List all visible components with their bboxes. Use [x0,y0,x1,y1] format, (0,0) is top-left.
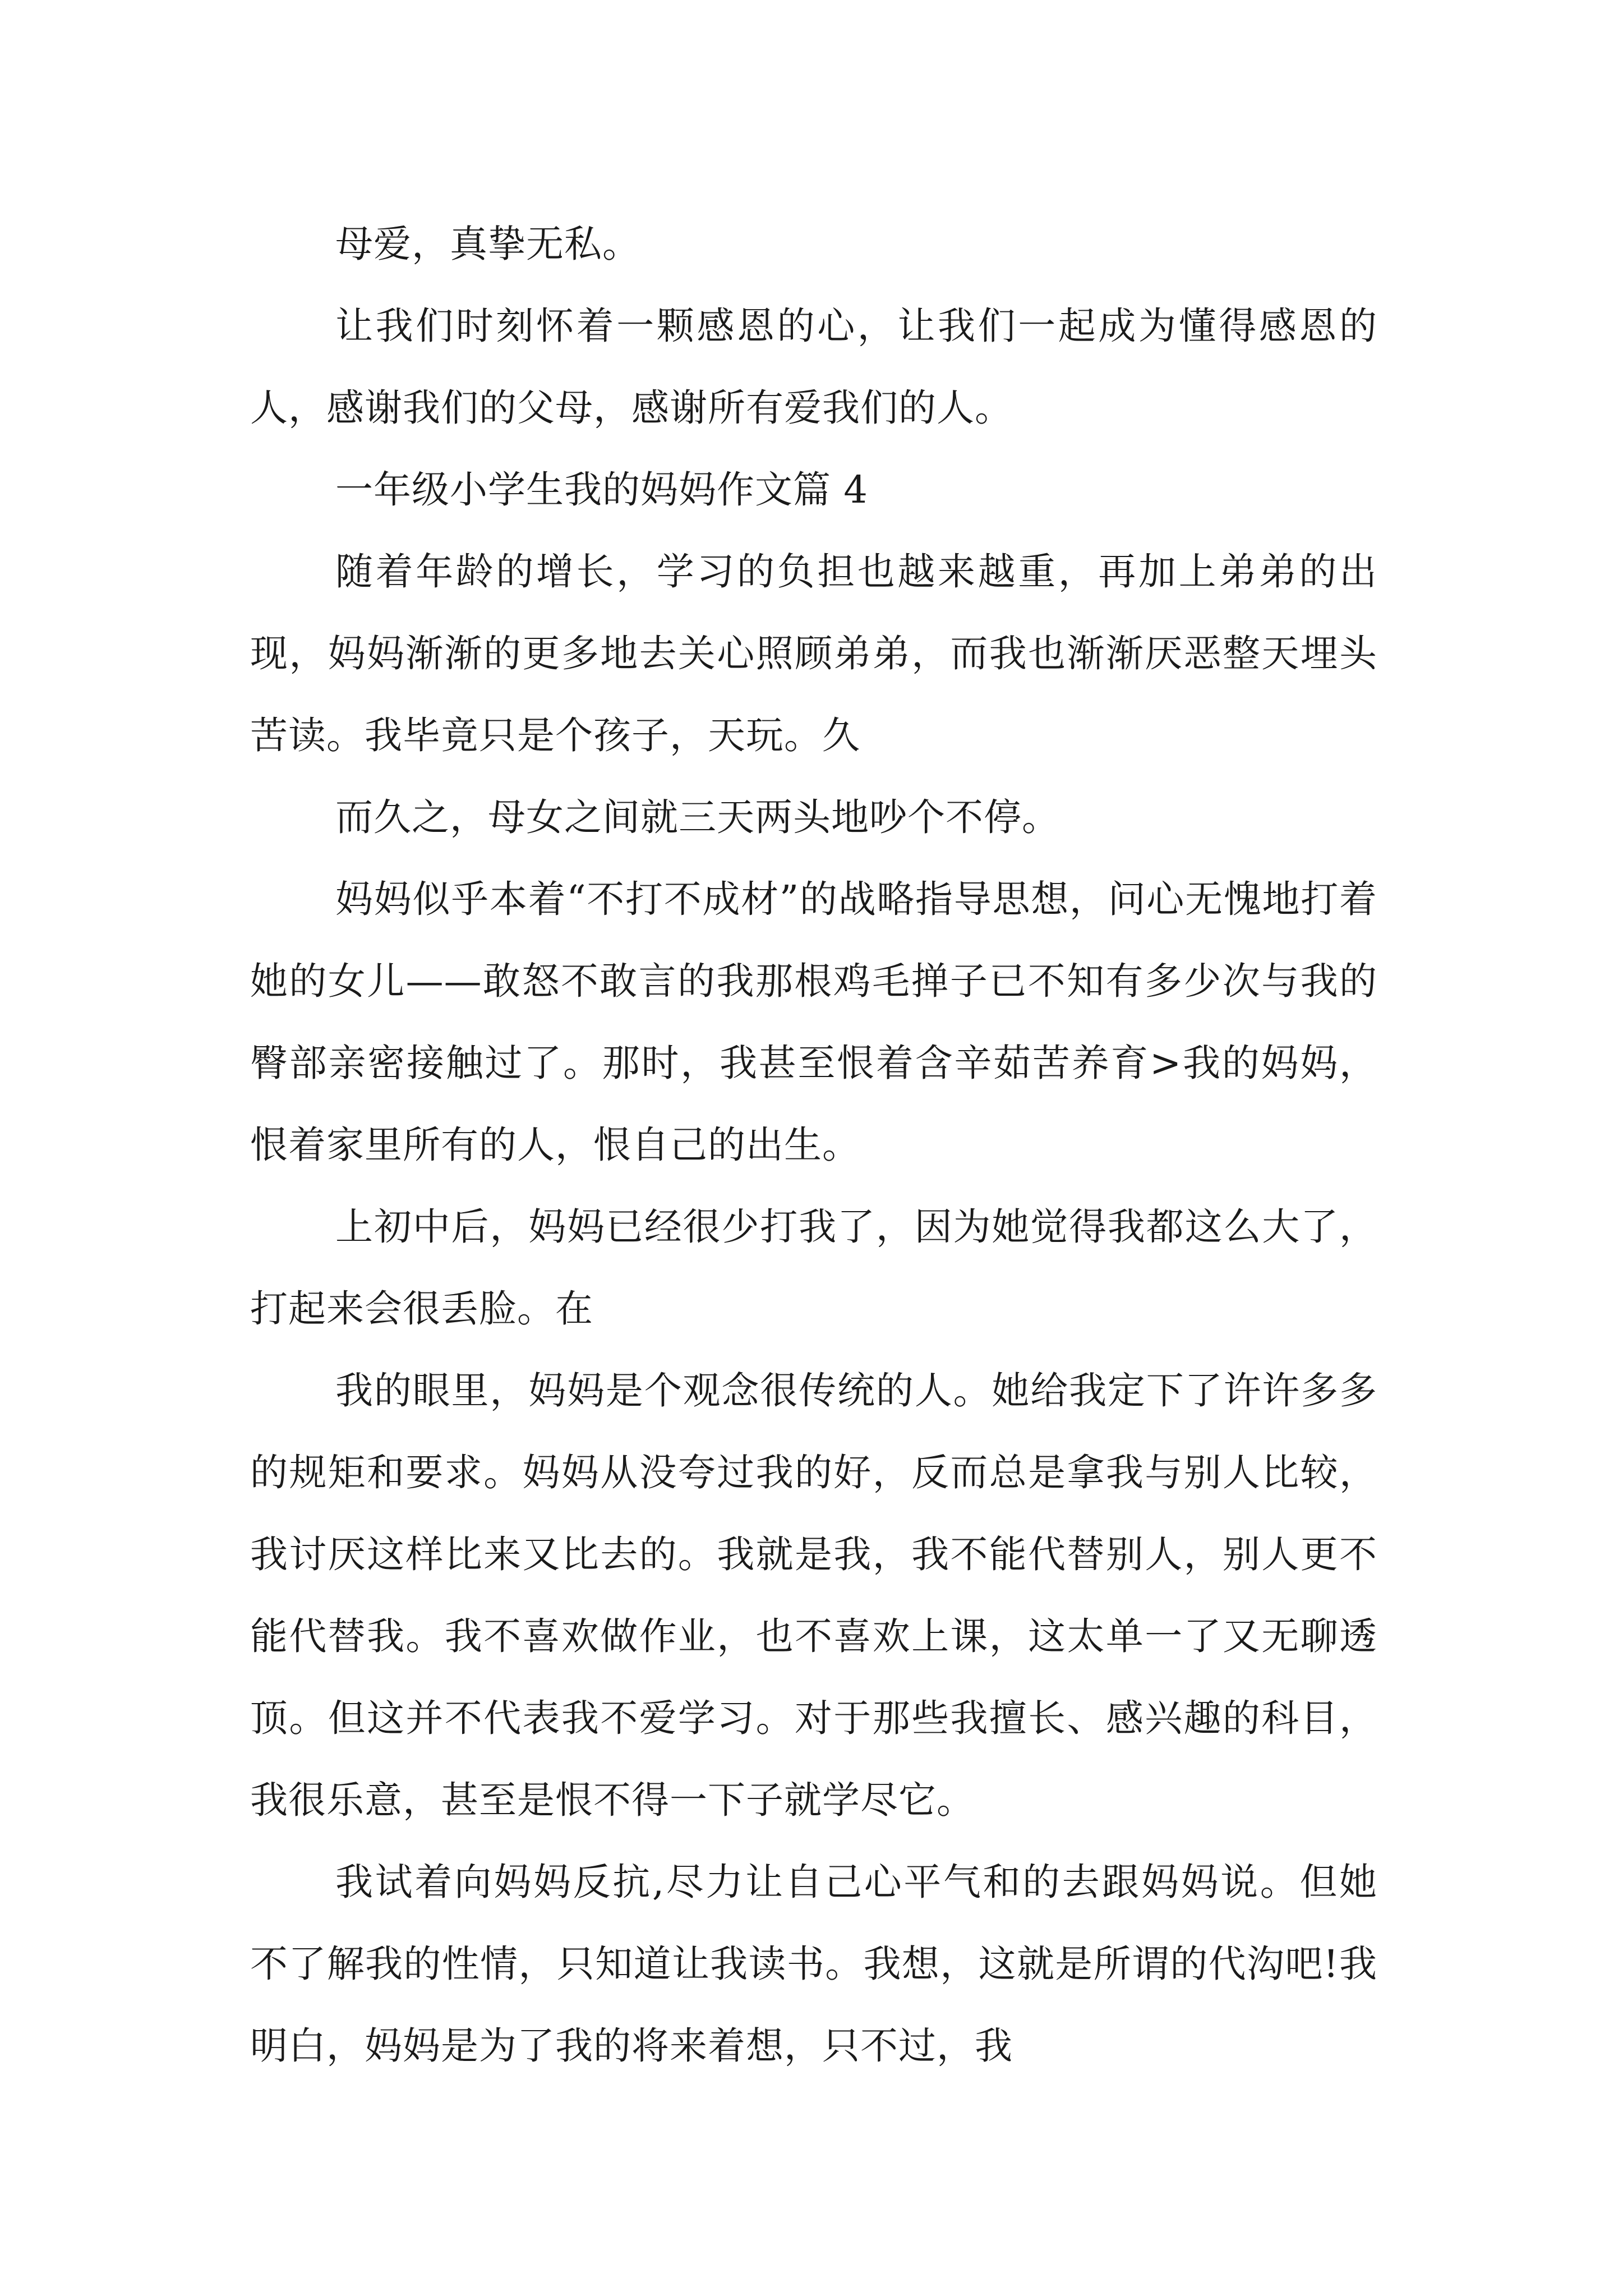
paragraph-discipline: 妈妈似乎本着“不打不成材”的战略指导思想，问心无愧地打着她的女儿——敢怒不敢言的我那根鸡毛掸子已不知有多少次与我的臀部亲密接触过了。那时，我甚至恨着含辛茹苦养育>我的妈妈，恨着家里所有的人，恨自己的出生。 [250,877,1377,1167]
paragraph-middle-school: 上初中后，妈妈已经很少打我了，因为她觉得我都这么大了，打起来会很丢脸。在 [250,1205,1377,1331]
essay-body [250,203,1377,2087]
paragraph-traditional-mother: 我的眼里，妈妈是个观念很传统的人。她给我定下了许许多多的规矩和要求。妈妈从没夸过我的好，反而总是拿我与别人比较，我讨厌这样比来又比去的。我就是我，我不能代替别人，别人更不能代替我。我不喜欢做作业，也不喜欢上课，这太单一了又无聊透顶。但这并不代表我不爱学习。对于那些我擅长、感兴趣的科目，我很乐意，甚至是恨不得一下子就学尽它。 [250,1369,1377,1822]
paragraph-gratitude: 让我们时刻怀着一颗感恩的心，让我们一起成为懂得感恩的人，感谢我们的父母，感谢所有爱我们的人。 [250,304,1377,430]
paragraph-generation-gap: 我试着向妈妈反抗,尽力让自己心平气和的去跟妈妈说。但她不了解我的性情，只知道让我读书。我想，这就是所谓的代沟吧!我明白，妈妈是为了我的将来着想，只不过，我 [250,1860,1377,2068]
paragraph-growing-up: 随着年龄的增长，学习的负担也越来越重，再加上弟弟的出现，妈妈渐渐的更多地去关心照顾弟弟，而我也渐渐厌恶整天埋头苦读。我毕竟只是个孩子，天玩。久 [250,550,1377,757]
section-heading: 一年级小学生我的妈妈作文篇 4 [335,468,868,512]
paragraph-mother-love: 母爱，真挚无私。 [335,222,640,266]
paragraph-quarrels: 而久之，母女之间就三天两头地吵个不停。 [335,795,1060,839]
